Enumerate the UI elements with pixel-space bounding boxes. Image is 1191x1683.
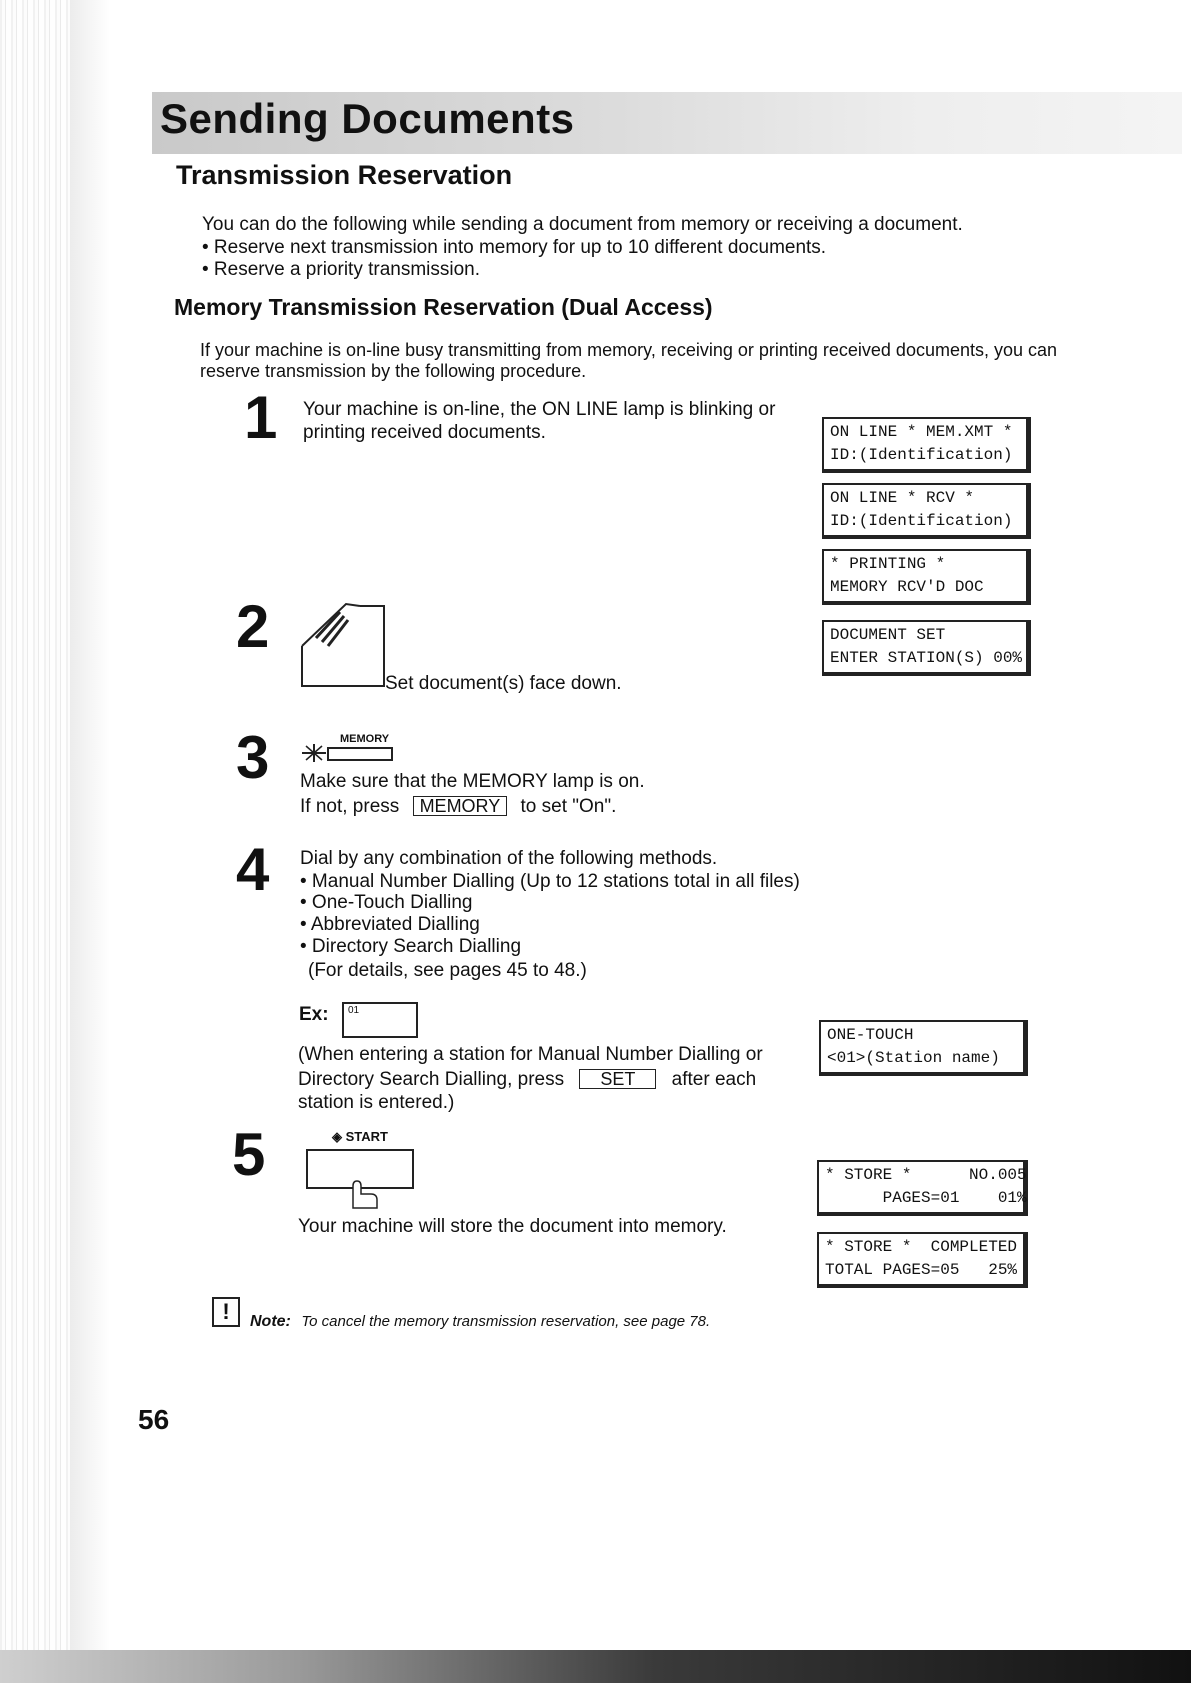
note-text: To cancel the memory transmission reservation, see page 78. [301, 1313, 711, 1330]
set-key: SET [579, 1069, 656, 1089]
page-number: 56 [138, 1404, 170, 1435]
step-5-text: Your machine will store the document into memory. [298, 1216, 727, 1237]
step-3-text-line2 [300, 795, 616, 818]
step-4-paren-line1: (When entering a station for Manual Number Dialling or [298, 1044, 763, 1065]
note-label: Note: [250, 1313, 291, 1330]
lcd-line: ON LINE * RCV * [830, 489, 975, 507]
dial-method: • Directory Search Dialling [300, 936, 522, 957]
section-title: Transmission Reservation [176, 160, 513, 190]
section-intro: You can do the following while sending a document from memory or receiving a document. [202, 214, 963, 235]
step-4-text-line1: Dial by any combination of the following methods. [300, 848, 718, 869]
memory-key: MEMORY [413, 796, 508, 816]
lcd-line: MEMORY RCV'D DOC [830, 578, 984, 596]
step-3-text-post: to set "On". [520, 796, 617, 817]
lcd-line: ENTER STATION(S) 00% [830, 649, 1023, 667]
dial-method: • Abbreviated Dialling [300, 914, 480, 935]
start-label [332, 1129, 388, 1145]
step-number: 2 [236, 593, 270, 660]
lcd-line: * PRINTING * [830, 555, 946, 573]
step-3-text-pre: If not, press [300, 796, 400, 817]
step-4-details: (For details, see pages 45 to 48.) [308, 960, 587, 981]
lcd-display [822, 417, 1031, 473]
lcd-display [822, 549, 1031, 605]
subsection-title: Memory Transmission Reservation (Dual Access) [174, 294, 713, 320]
one-touch-key-number: 01 [348, 1005, 360, 1016]
lcd-display [817, 1232, 1028, 1288]
dial-method: • Manual Number Dialling (Up to 12 stations total in all files) [300, 871, 800, 892]
step-number: 1 [244, 384, 278, 451]
lcd-line: * STORE * NO.005 [825, 1166, 1027, 1184]
step-4-paren-line3: station is entered.) [298, 1092, 455, 1113]
step-number: 4 [236, 836, 270, 903]
lcd-line: * STORE * COMPLETED [825, 1238, 1018, 1256]
document-face-down-icon [300, 600, 390, 692]
step-1-text-line2: printing received documents. [303, 422, 546, 443]
lcd-line: DOCUMENT SET [830, 626, 946, 644]
dial-method: • One-Touch Dialling [300, 892, 473, 913]
lcd-display [822, 483, 1031, 539]
start-diamond-icon: ◈ [332, 1129, 346, 1144]
scan-shadow [70, 0, 110, 1683]
step-number: 5 [232, 1121, 266, 1188]
step-3-text-line1: Make sure that the MEMORY lamp is on. [300, 771, 645, 792]
step-1-text-line1: Your machine is on-line, the ON LINE lamp is blinking or [303, 399, 776, 420]
lcd-line: <01>(Station name) [827, 1049, 1000, 1067]
start-label-text: START [345, 1129, 388, 1144]
one-touch-key [342, 1002, 418, 1038]
note-icon: ! [212, 1297, 240, 1327]
step-number: 3 [236, 724, 270, 791]
page-title: Sending Documents [160, 95, 575, 142]
subsection-intro-line1: If your machine is on-line busy transmitting from memory, receiving or printing received documents, you can [200, 340, 1058, 360]
section-bullet: • Reserve a priority transmission. [202, 259, 481, 280]
lcd-line: ID:(Identification) [830, 446, 1013, 464]
memory-lamp-icon [300, 742, 396, 764]
scan-edge [0, 0, 70, 1683]
lcd-line: ON LINE * MEM.XMT * [830, 423, 1013, 441]
lcd-line: ONE-TOUCH [827, 1026, 914, 1044]
lcd-line: TOTAL PAGES=05 25% [825, 1261, 1018, 1279]
memory-lamp-label: MEMORY [340, 733, 390, 745]
step-4-paren-line2 [298, 1068, 756, 1091]
section-bullet: • Reserve next transmission into memory for up to 10 different documents. [202, 237, 827, 258]
start-button-icon [305, 1148, 417, 1212]
lcd-display [822, 620, 1031, 676]
example-label: Ex: [299, 1004, 329, 1025]
lcd-display [819, 1020, 1028, 1076]
lcd-line: ID:(Identification) [830, 512, 1013, 530]
note [250, 1313, 710, 1331]
subsection-intro-line2: reserve transmission by the following procedure. [200, 361, 587, 381]
lcd-display [817, 1160, 1028, 1216]
lcd-line: PAGES=01 01% [825, 1189, 1027, 1207]
step-2-text: Set document(s) face down. [385, 673, 622, 694]
step-4-paren-post: after each [671, 1069, 757, 1090]
scan-bottom-bar [0, 1650, 1191, 1683]
step-4-paren-pre: Directory Search Dialling, press [298, 1069, 565, 1090]
